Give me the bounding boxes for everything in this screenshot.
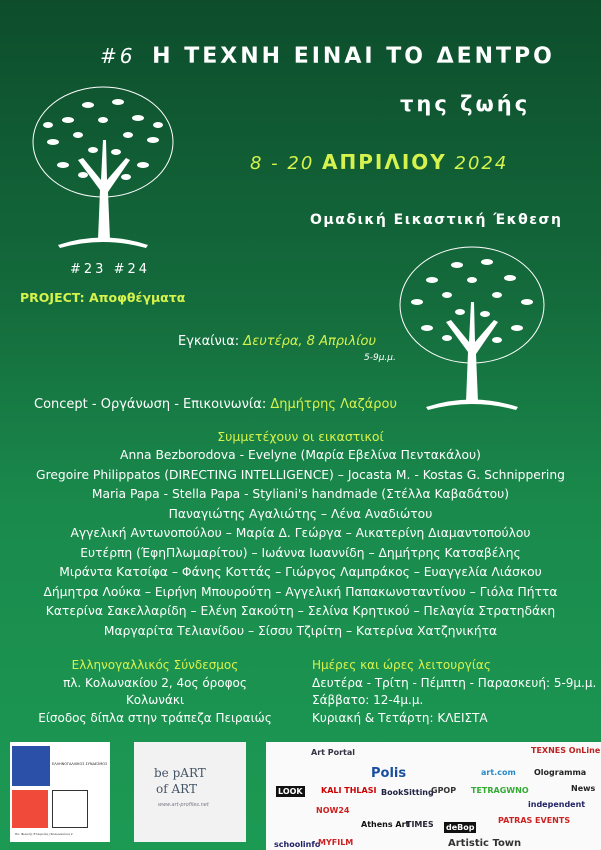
- sponsor-logo: deBop: [446, 823, 475, 832]
- sponsor-logo: KALI THLASI: [321, 786, 377, 795]
- logo-org-address: Πλ. Φιλικής Εταιρείας (Κολωνακίου) 2: [15, 832, 73, 836]
- artists-line: Μιράντα Κατσίφα – Φάνης Κοττάς – Γιώργος Λαμπράκος – Ευαγγελία Λιάσκου: [59, 565, 542, 579]
- hours-closed: Κυριακή & Τετάρτη: ΚΛΕΙΣΤΑ: [312, 710, 488, 725]
- sponsors-panel: [266, 742, 601, 850]
- date-range: 8 - 20: [250, 153, 315, 174]
- sponsor-logo: art.com: [481, 768, 516, 777]
- sponsor-logo: LOOK: [278, 787, 303, 796]
- sponsor-logo: TETRAGWNO: [471, 786, 529, 795]
- artists-line: Μαργαρίτα Τελιανίδου – Σίσσυ Τζιρίτη – Κατερίνα Χατζηνικήτα: [103, 623, 498, 638]
- sponsor-logo: Art Portal: [311, 748, 356, 757]
- sponsor-logo: Artistic Town: [448, 838, 522, 849]
- project-value: Αποφθέγματα: [88, 290, 186, 305]
- be-part-url: www.art-profiles.net: [158, 802, 209, 808]
- date-year: 2024: [454, 153, 509, 174]
- sponsor-logo: independent: [528, 800, 586, 809]
- hellenic-french-association-logo: [10, 742, 110, 842]
- sponsor-logo: schoolinfo: [274, 840, 321, 849]
- opening-value: Δευτέρα, 8 Απριλίου: [243, 334, 377, 349]
- artists-line: Gregoire Philippatos (DIRECTING INTELLIGENCE) – Jocasta M. - Kostas G. Schnippering: [36, 467, 565, 482]
- hours-weekdays: Δευτέρα - Τρίτη - Πέμπτη - Παρασκευή: 5-9μ.μ.: [312, 675, 597, 690]
- concept-line: [34, 397, 397, 412]
- logo-org-name: ΕΛΛΗΝΟΓΑΛΛΙΚΟΣ ΣΥΝΔΕΣΜΟΣ: [52, 762, 108, 766]
- sponsor-logo: TEXNES OnLine: [531, 746, 601, 755]
- sponsor-logo: Ologramma: [534, 768, 587, 777]
- tree-illustration-right: [392, 240, 552, 415]
- tree-illustration-left: [28, 80, 178, 255]
- opening-line: [178, 334, 376, 349]
- exhibition-dates: [250, 150, 508, 174]
- hours-block: [312, 657, 596, 727]
- hashtags: #23 #24: [70, 262, 151, 277]
- sponsor-logo: NOW24: [316, 806, 350, 815]
- concept-label: Concept - Οργάνωση - Επικοινωνία:: [34, 397, 267, 412]
- artists-line: Ευτέρπη (ΈφηΠλωμαρίτου) – Ιωάννα Ιωαννίδη – Δημήτρης Κατσαβέλης: [80, 545, 521, 560]
- sponsor-logo: GPOP: [431, 786, 457, 795]
- project-label: PROJECT:: [20, 290, 85, 305]
- be-part-of-art-logo: [134, 742, 246, 842]
- venue-address: πλ. Κολωνακίου 2, 4ος όροφος: [63, 675, 247, 690]
- opening-label: Εγκαίνια:: [178, 334, 240, 349]
- artists-line: Παναγιώτης Αγαλιώτης – Λένα Αναδιώτου: [168, 506, 433, 521]
- edition-number: #6: [100, 44, 136, 68]
- artists-line: Δήμητρα Λούκα – Ειρήνη Μπουρούτη – Αγγελική Παπακωνσταντίνου – Γιόλα Πήττα: [43, 584, 558, 599]
- artists-heading: Συμμετέχουν οι εικαστικοί: [217, 429, 384, 444]
- sponsor-logo: News: [571, 784, 596, 793]
- venue-area: Κολωνάκι: [125, 693, 185, 707]
- sponsor-logo: Athens Art: [361, 820, 410, 829]
- sponsor-logo: TIMES: [406, 820, 434, 829]
- artists-list: [0, 446, 601, 641]
- hours-heading: Ημέρες και ώρες λειτουργίας: [312, 658, 491, 672]
- venue-entrance: Είσοδος δίπλα στην τράπεζα Πειραιώς: [38, 710, 272, 725]
- project-line: [20, 290, 185, 305]
- logo-outline-square: [52, 790, 88, 828]
- of-art-text: of ART: [156, 782, 197, 796]
- venue-name: Ελληνογαλλικός Σύνδεσμος: [71, 658, 239, 672]
- poster-title: [100, 44, 580, 69]
- title-text: Η ΤΕΧΝΗ ΕΙΝΑΙ ΤΟ ΔΕΝΤΡΟ: [152, 44, 555, 69]
- concept-value: Δημήτρης Λαζάρου: [270, 397, 397, 412]
- date-month: ΑΠΡΙΛΙΟΥ: [322, 150, 447, 174]
- logo-blue-square: [12, 746, 50, 786]
- event-type: Ομαδική Εικαστική Έκθεση: [310, 212, 563, 228]
- artists-line: Κατερίνα Σακελλαρίδη – Ελένη Σακούτη – Σελίνα Κρητικού – Πελαγία Στρατηδάκη: [45, 604, 556, 618]
- poster-subtitle: της ζωής: [400, 92, 531, 116]
- artists-line: Maria Papa - Stella Papa - Styliani's handmade (Στέλλα Καβαδάτου): [91, 487, 510, 501]
- sponsor-logo: Polis: [371, 766, 407, 781]
- logo-red-square: [12, 790, 48, 828]
- opening-time: 5-9μ.μ.: [364, 353, 396, 363]
- artists-line: Anna Bezborodova - Evelyne (Μαρία Εβελίνα Πεντακάλου): [120, 448, 481, 462]
- sponsor-logo: PATRAS EVENTS: [498, 816, 571, 825]
- be-part-text: be pART: [154, 766, 206, 780]
- hours-saturday: Σάββατο: 12-4μ.μ.: [312, 693, 424, 707]
- sponsor-logo: MYFILM: [318, 838, 354, 847]
- sponsor-logo: BookSitting: [381, 788, 434, 797]
- artists-line: Αγγελική Αντωνοπούλου – Μαρία Δ. Γεώργα – Αικατερίνη Διαμαντοπούλου: [70, 526, 531, 540]
- venue-block: [30, 657, 280, 727]
